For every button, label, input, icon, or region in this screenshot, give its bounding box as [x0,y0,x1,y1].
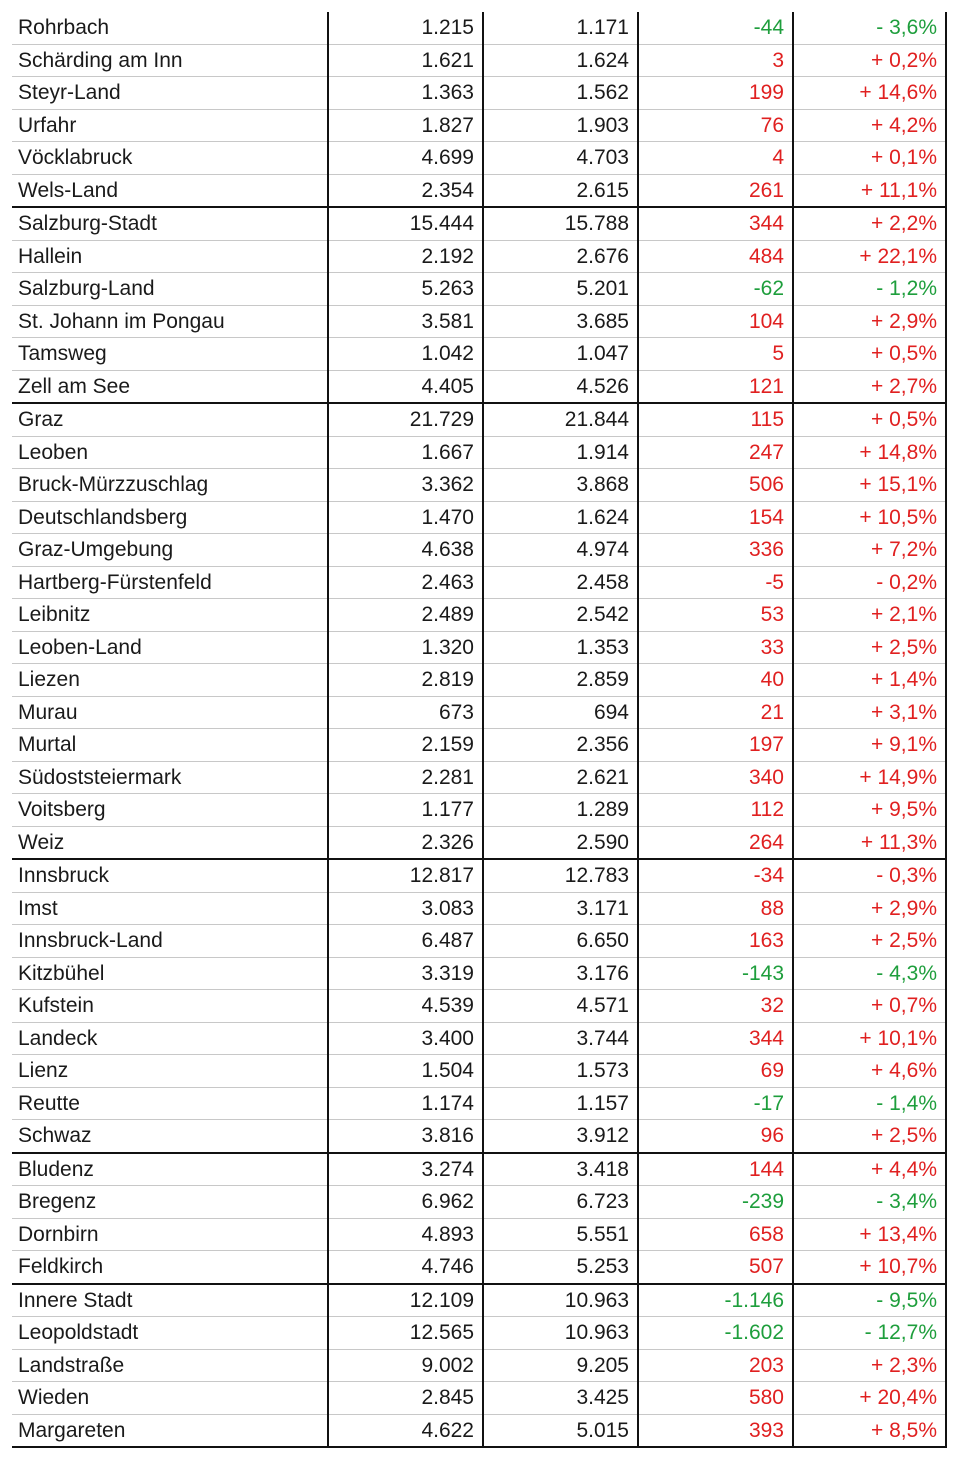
value-after-cell: 1.903 [483,109,638,142]
table-row [12,794,946,827]
difference-cell: 264 [638,826,793,859]
value-after-cell: 5.201 [483,273,638,306]
value-before-cell: 1.667 [328,436,483,469]
value-after-cell: 5.253 [483,1251,638,1284]
difference-cell: 53 [638,599,793,632]
difference-cell: 507 [638,1251,793,1284]
difference-cell: -34 [638,859,793,892]
district-name-cell: Kitzbühel [12,957,328,990]
value-before-cell: 1.621 [328,44,483,77]
percent-change-cell: + 3,1% [793,696,946,729]
value-after-cell: 3.425 [483,1382,638,1415]
value-before-cell: 2.326 [328,826,483,859]
table-row [12,664,946,697]
value-before-cell: 4.622 [328,1414,483,1447]
difference-cell: -1.602 [638,1317,793,1350]
value-after-cell: 1.157 [483,1087,638,1120]
percent-change-cell: + 15,1% [793,469,946,502]
value-before-cell: 12.817 [328,859,483,892]
table-row [12,44,946,77]
table-row [12,1414,946,1447]
district-name-cell: Bregenz [12,1186,328,1219]
difference-cell: 5 [638,338,793,371]
difference-cell: -44 [638,12,793,44]
percent-change-cell: + 2,2% [793,207,946,240]
district-table [12,12,947,1448]
table-row [12,1087,946,1120]
percent-change-cell: + 7,2% [793,534,946,567]
percent-change-cell: + 4,4% [793,1153,946,1186]
percent-change-cell: + 1,4% [793,664,946,697]
table-row [12,1382,946,1415]
percent-change-cell: + 2,5% [793,925,946,958]
value-after-cell: 4.703 [483,142,638,175]
difference-cell: 247 [638,436,793,469]
value-before-cell: 2.354 [328,174,483,207]
value-before-cell: 1.215 [328,12,483,44]
value-before-cell: 3.274 [328,1153,483,1186]
district-name-cell: Salzburg-Land [12,273,328,306]
district-name-cell: Leoben-Land [12,631,328,664]
percent-change-cell: - 1,2% [793,273,946,306]
table-row [12,1218,946,1251]
value-after-cell: 2.621 [483,761,638,794]
district-name-cell: Landeck [12,1022,328,1055]
value-before-cell: 12.109 [328,1284,483,1317]
value-before-cell: 4.405 [328,370,483,403]
value-before-cell: 3.362 [328,469,483,502]
district-name-cell: Dornbirn [12,1218,328,1251]
table-row [12,761,946,794]
table-row [12,566,946,599]
district-name-cell: Landstraße [12,1349,328,1382]
value-before-cell: 3.581 [328,305,483,338]
difference-cell: 88 [638,892,793,925]
percent-change-cell: - 4,3% [793,957,946,990]
percent-change-cell: + 22,1% [793,240,946,273]
difference-cell: 33 [638,631,793,664]
value-after-cell: 1.047 [483,338,638,371]
percent-change-cell: + 2,5% [793,1120,946,1153]
value-after-cell: 1.914 [483,436,638,469]
table-row [12,1251,946,1284]
table-row [12,990,946,1023]
value-before-cell: 4.893 [328,1218,483,1251]
table-row [12,631,946,664]
difference-cell: 21 [638,696,793,729]
value-before-cell: 673 [328,696,483,729]
district-name-cell: Vöcklabruck [12,142,328,175]
percent-change-cell: + 10,5% [793,501,946,534]
value-before-cell: 2.845 [328,1382,483,1415]
difference-cell: 4 [638,142,793,175]
table-row [12,859,946,892]
table-row [12,403,946,436]
value-after-cell: 3.744 [483,1022,638,1055]
district-name-cell: Graz [12,403,328,436]
value-before-cell: 3.816 [328,1120,483,1153]
percent-change-cell: + 11,3% [793,826,946,859]
value-before-cell: 4.638 [328,534,483,567]
value-after-cell: 1.573 [483,1055,638,1088]
percent-change-cell: - 1,4% [793,1087,946,1120]
table-row [12,469,946,502]
table-row [12,1349,946,1382]
district-name-cell: Bludenz [12,1153,328,1186]
difference-cell: 344 [638,207,793,240]
table-row [12,534,946,567]
difference-cell: 115 [638,403,793,436]
value-before-cell: 3.083 [328,892,483,925]
value-before-cell: 4.746 [328,1251,483,1284]
value-after-cell: 1.171 [483,12,638,44]
table-row [12,1317,946,1350]
table-row [12,207,946,240]
district-name-cell: Innsbruck-Land [12,925,328,958]
table-row [12,142,946,175]
difference-cell: 163 [638,925,793,958]
difference-cell: 121 [638,370,793,403]
value-after-cell: 5.551 [483,1218,638,1251]
percent-change-cell: + 0,7% [793,990,946,1023]
value-before-cell: 3.319 [328,957,483,990]
value-after-cell: 694 [483,696,638,729]
table-row [12,240,946,273]
district-name-cell: Salzburg-Stadt [12,207,328,240]
district-name-cell: Leopoldstadt [12,1317,328,1350]
difference-cell: 344 [638,1022,793,1055]
percent-change-cell: + 20,4% [793,1382,946,1415]
value-after-cell: 1.624 [483,44,638,77]
value-after-cell: 1.562 [483,77,638,110]
percent-change-cell: + 2,7% [793,370,946,403]
value-after-cell: 1.624 [483,501,638,534]
table-row [12,1055,946,1088]
value-after-cell: 2.458 [483,566,638,599]
difference-cell: -143 [638,957,793,990]
percent-change-cell: + 10,1% [793,1022,946,1055]
percent-change-cell: + 14,9% [793,761,946,794]
difference-cell: 506 [638,469,793,502]
percent-change-cell: - 3,6% [793,12,946,44]
value-before-cell: 1.320 [328,631,483,664]
district-name-cell: St. Johann im Pongau [12,305,328,338]
percent-change-cell: - 9,5% [793,1284,946,1317]
difference-cell: 199 [638,77,793,110]
district-name-cell: Reutte [12,1087,328,1120]
table-body [12,12,946,1447]
table-row [12,370,946,403]
value-after-cell: 6.650 [483,925,638,958]
district-name-cell: Zell am See [12,370,328,403]
table-row [12,696,946,729]
district-name-cell: Deutschlandsberg [12,501,328,534]
district-name-cell: Liezen [12,664,328,697]
district-name-cell: Graz-Umgebung [12,534,328,567]
value-before-cell: 1.177 [328,794,483,827]
value-before-cell: 1.470 [328,501,483,534]
percent-change-cell: - 12,7% [793,1317,946,1350]
percent-change-cell: + 4,6% [793,1055,946,1088]
district-name-cell: Rohrbach [12,12,328,44]
value-after-cell: 15.788 [483,207,638,240]
value-after-cell: 10.963 [483,1317,638,1350]
value-before-cell: 15.444 [328,207,483,240]
difference-cell: 340 [638,761,793,794]
value-before-cell: 12.565 [328,1317,483,1350]
difference-cell: 76 [638,109,793,142]
table-row [12,892,946,925]
table-row [12,12,946,44]
district-name-cell: Schwaz [12,1120,328,1153]
percent-change-cell: + 14,6% [793,77,946,110]
table-row [12,957,946,990]
value-before-cell: 4.699 [328,142,483,175]
percent-change-cell: - 0,3% [793,859,946,892]
table-row [12,109,946,142]
difference-cell: 580 [638,1382,793,1415]
district-name-cell: Kufstein [12,990,328,1023]
percent-change-cell: + 2,9% [793,305,946,338]
table-row [12,1284,946,1317]
percent-change-cell: + 2,1% [793,599,946,632]
table-row [12,1186,946,1219]
difference-cell: 197 [638,729,793,762]
table-row [12,729,946,762]
difference-cell: 32 [638,990,793,1023]
district-name-cell: Schärding am Inn [12,44,328,77]
percent-change-cell: + 9,5% [793,794,946,827]
district-name-cell: Innere Stadt [12,1284,328,1317]
value-before-cell: 2.159 [328,729,483,762]
table-row [12,174,946,207]
difference-cell: 40 [638,664,793,697]
difference-cell: -17 [638,1087,793,1120]
difference-cell: -1.146 [638,1284,793,1317]
value-before-cell: 5.263 [328,273,483,306]
district-name-cell: Urfahr [12,109,328,142]
percent-change-cell: + 13,4% [793,1218,946,1251]
difference-cell: 3 [638,44,793,77]
table-row [12,77,946,110]
difference-cell: 484 [638,240,793,273]
difference-cell: -239 [638,1186,793,1219]
value-after-cell: 2.615 [483,174,638,207]
value-after-cell: 2.542 [483,599,638,632]
value-before-cell: 2.192 [328,240,483,273]
difference-cell: 261 [638,174,793,207]
difference-cell: 96 [638,1120,793,1153]
value-after-cell: 3.685 [483,305,638,338]
difference-cell: -62 [638,273,793,306]
value-before-cell: 4.539 [328,990,483,1023]
percent-change-cell: + 8,5% [793,1414,946,1447]
value-after-cell: 4.526 [483,370,638,403]
difference-cell: 658 [638,1218,793,1251]
value-before-cell: 2.463 [328,566,483,599]
percent-change-cell: + 2,5% [793,631,946,664]
value-after-cell: 5.015 [483,1414,638,1447]
value-before-cell: 2.489 [328,599,483,632]
value-after-cell: 2.356 [483,729,638,762]
value-before-cell: 6.962 [328,1186,483,1219]
district-name-cell: Hartberg-Fürstenfeld [12,566,328,599]
district-name-cell: Margareten [12,1414,328,1447]
percent-change-cell: + 2,3% [793,1349,946,1382]
value-before-cell: 1.504 [328,1055,483,1088]
percent-change-cell: + 4,2% [793,109,946,142]
table-row [12,925,946,958]
value-after-cell: 21.844 [483,403,638,436]
difference-cell: 112 [638,794,793,827]
difference-cell: 144 [638,1153,793,1186]
district-name-cell: Bruck-Mürzzuschlag [12,469,328,502]
value-after-cell: 3.418 [483,1153,638,1186]
value-before-cell: 9.002 [328,1349,483,1382]
district-name-cell: Lienz [12,1055,328,1088]
value-after-cell: 3.171 [483,892,638,925]
district-name-cell: Hallein [12,240,328,273]
percent-change-cell: + 9,1% [793,729,946,762]
difference-cell: -5 [638,566,793,599]
percent-change-cell: - 3,4% [793,1186,946,1219]
value-before-cell: 1.363 [328,77,483,110]
value-before-cell: 3.400 [328,1022,483,1055]
table-row [12,305,946,338]
district-name-cell: Murau [12,696,328,729]
percent-change-cell: - 0,2% [793,566,946,599]
value-before-cell: 21.729 [328,403,483,436]
percent-change-cell: + 0,2% [793,44,946,77]
value-before-cell: 1.042 [328,338,483,371]
district-name-cell: Steyr-Land [12,77,328,110]
difference-cell: 154 [638,501,793,534]
table-row [12,1022,946,1055]
value-before-cell: 2.819 [328,664,483,697]
table-row [12,1153,946,1186]
district-name-cell: Imst [12,892,328,925]
district-table-sheet [12,12,946,1448]
district-name-cell: Feldkirch [12,1251,328,1284]
district-name-cell: Murtal [12,729,328,762]
table-row [12,599,946,632]
value-after-cell: 9.205 [483,1349,638,1382]
value-after-cell: 6.723 [483,1186,638,1219]
percent-change-cell: + 0,5% [793,403,946,436]
value-after-cell: 4.974 [483,534,638,567]
value-after-cell: 3.912 [483,1120,638,1153]
value-after-cell: 10.963 [483,1284,638,1317]
value-after-cell: 2.676 [483,240,638,273]
table-row [12,501,946,534]
percent-change-cell: + 10,7% [793,1251,946,1284]
district-name-cell: Weiz [12,826,328,859]
percent-change-cell: + 0,1% [793,142,946,175]
value-after-cell: 2.859 [483,664,638,697]
district-name-cell: Innsbruck [12,859,328,892]
value-before-cell: 1.827 [328,109,483,142]
percent-change-cell: + 11,1% [793,174,946,207]
percent-change-cell: + 2,9% [793,892,946,925]
percent-change-cell: + 0,5% [793,338,946,371]
table-row [12,436,946,469]
value-before-cell: 1.174 [328,1087,483,1120]
difference-cell: 69 [638,1055,793,1088]
percent-change-cell: + 14,8% [793,436,946,469]
district-name-cell: Südoststeiermark [12,761,328,794]
district-name-cell: Tamsweg [12,338,328,371]
value-before-cell: 6.487 [328,925,483,958]
difference-cell: 393 [638,1414,793,1447]
table-row [12,1120,946,1153]
table-row [12,338,946,371]
value-before-cell: 2.281 [328,761,483,794]
value-after-cell: 3.868 [483,469,638,502]
difference-cell: 203 [638,1349,793,1382]
district-name-cell: Wieden [12,1382,328,1415]
value-after-cell: 4.571 [483,990,638,1023]
value-after-cell: 1.289 [483,794,638,827]
value-after-cell: 1.353 [483,631,638,664]
district-name-cell: Voitsberg [12,794,328,827]
district-name-cell: Leoben [12,436,328,469]
district-name-cell: Leibnitz [12,599,328,632]
district-name-cell: Wels-Land [12,174,328,207]
table-row [12,826,946,859]
difference-cell: 336 [638,534,793,567]
value-after-cell: 2.590 [483,826,638,859]
difference-cell: 104 [638,305,793,338]
value-after-cell: 12.783 [483,859,638,892]
table-row [12,273,946,306]
value-after-cell: 3.176 [483,957,638,990]
